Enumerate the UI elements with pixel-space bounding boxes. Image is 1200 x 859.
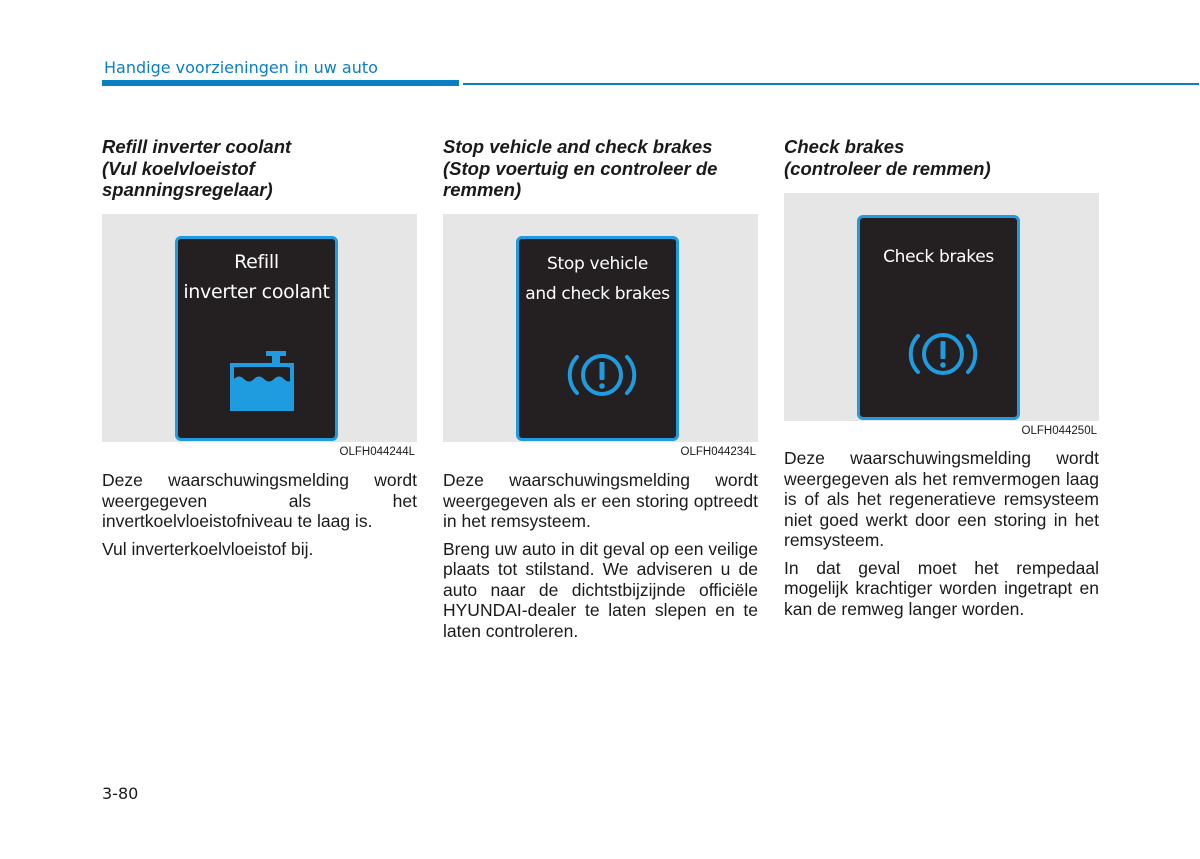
- display-message: Stop vehicle and check brakes: [525, 254, 670, 304]
- heading-line: remmen): [443, 179, 522, 200]
- heading-line: Refill inverter coolant: [102, 136, 292, 157]
- warning-figure: [784, 193, 1099, 437]
- column-heading: [784, 136, 1099, 179]
- column-heading: [102, 136, 417, 201]
- figure-code: OLFH044244L: [339, 446, 415, 458]
- heading-line: (Stop voertuig en controleer de: [443, 157, 718, 179]
- coolant-reservoir-icon: [230, 351, 294, 411]
- heading-line: spanningsregelaar): [102, 179, 273, 200]
- body-paragraph: Vul inverterkoelvloeistof bij.: [102, 538, 314, 559]
- heading-line: Check brakes: [784, 136, 905, 157]
- cluster-display: [857, 215, 1020, 420]
- cluster-display: [516, 236, 679, 441]
- header-rule-thin: [463, 83, 1199, 85]
- header-rule-thick: [102, 80, 459, 86]
- heading-line: (Vul koelvloeistof: [102, 157, 255, 179]
- column-body: [784, 448, 1099, 626]
- page-number: 3-80: [102, 784, 139, 803]
- body-paragraph: Deze waarschuwingsmelding wordt weergegeven als het remvermogen laag is of als het regeneratieve remsysteem niet goed werkt door een storing in het remsysteem.: [784, 448, 1099, 550]
- warning-figure: [443, 214, 758, 458]
- warning-figure: [102, 214, 417, 458]
- cluster-display: [175, 236, 338, 441]
- heading-line: Stop vehicle and check brakes: [443, 136, 713, 157]
- figure-code: OLFH044250L: [1021, 425, 1097, 437]
- display-message: Refill inverter coolant: [183, 251, 330, 303]
- display-message: Check brakes: [883, 247, 994, 267]
- column-body: [102, 470, 417, 566]
- column-heading: [443, 136, 758, 201]
- body-paragraph: In dat geval moet het rempedaal mogelijk krachtiger worden ingetrapt en kan de remweg langer worden.: [784, 557, 1099, 619]
- section-header-title: Handige voorzieningen in uw auto: [104, 58, 378, 77]
- column-body: [443, 470, 758, 648]
- brake-warning-icon: [564, 347, 640, 403]
- figure-code: OLFH044234L: [680, 446, 756, 458]
- heading-line: (controleer de remmen): [784, 157, 991, 179]
- body-paragraph: Deze waarschuwingsmelding wordt weergegeven als het invertkoelvloeistofniveau te laag is.: [102, 470, 417, 531]
- brake-warning-icon: [905, 326, 981, 382]
- body-paragraph: Deze waarschuwingsmelding wordt weergegeven als er een storing optreedt in het remsysteem.: [443, 470, 758, 531]
- body-paragraph: Breng uw auto in dit geval op een veilige plaats tot stilstand. We adviseren u de auto naar de dichtstbijzijnde officiële HYUNDAI-dealer te laten slepen en te laten controleren.: [443, 538, 758, 641]
